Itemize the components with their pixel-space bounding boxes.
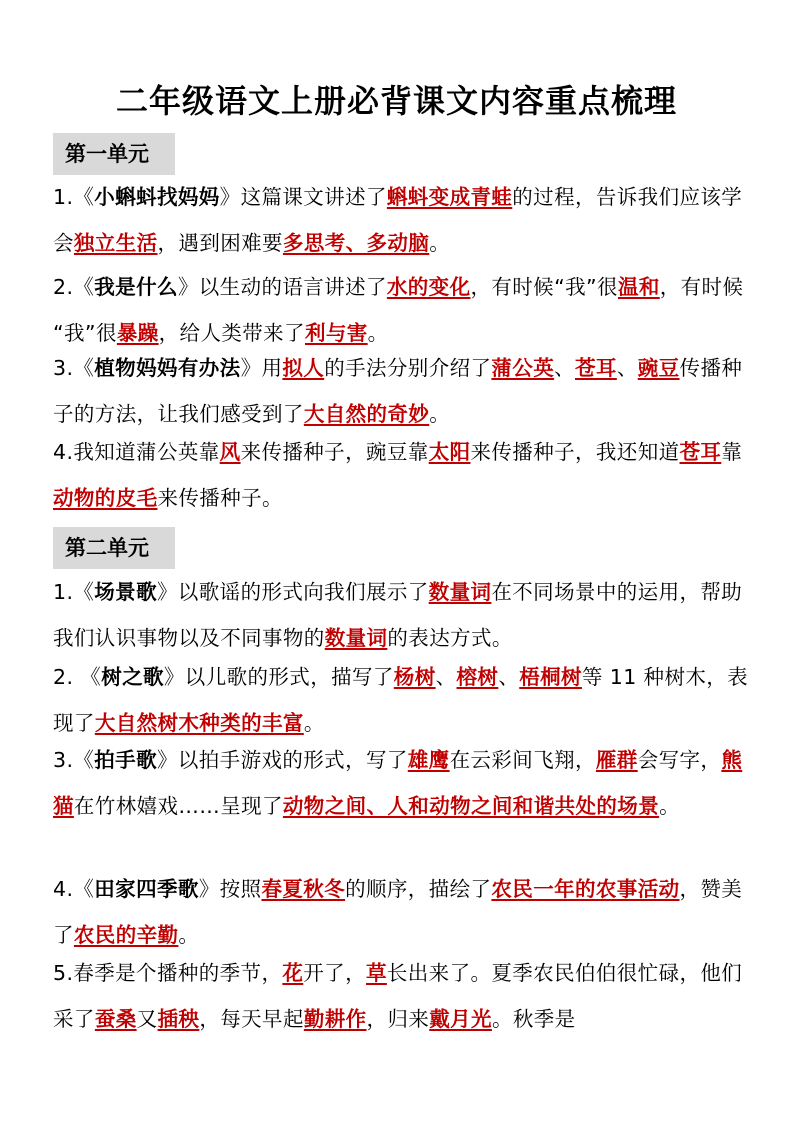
key-term: 戴月光 [429, 1007, 492, 1031]
text-segment: 。 [659, 794, 681, 818]
key-term: 独立生活 [73, 231, 158, 255]
key-term: 勤耕作 [303, 1007, 367, 1031]
text-segment: ，遇到困难要 [157, 231, 283, 255]
unit-2-item-5 [53, 950, 753, 1042]
lesson-title: 拍手歌 [94, 748, 157, 772]
text-segment: 靠 [721, 440, 743, 464]
unit-1-item-3 [53, 345, 753, 437]
text-segment: 来传播种子，豌豆靠 [240, 440, 429, 464]
key-term: 梧桐树 [519, 665, 582, 689]
key-term: 雄鹰 [407, 748, 450, 772]
text-segment: 会写字， [637, 748, 722, 772]
key-term: 苍耳 [575, 356, 617, 380]
key-term: 温和 [617, 275, 660, 299]
key-term: 花 [282, 961, 304, 985]
key-term: 大自然树木种类的丰富 [94, 711, 304, 735]
key-term: 豌豆 [637, 356, 680, 380]
key-term: 蒲公英 [491, 356, 555, 380]
unit-2-item-2 [53, 654, 753, 746]
text-segment: 》以生动的语言讲述了 [177, 275, 387, 299]
lesson-title: 小蝌蚪找妈妈 [94, 185, 220, 209]
lesson-title: 田家四季歌 [94, 877, 199, 901]
key-term: 风 [219, 440, 241, 464]
unit-2-header: 第二单元 [53, 527, 175, 569]
unit-2-item-4 [53, 866, 753, 958]
key-term: 动物的皮毛 [53, 486, 158, 510]
text-segment: 2.《 [53, 275, 95, 299]
key-term: 榕树 [456, 665, 499, 689]
text-segment: 》按照 [198, 877, 262, 901]
text-segment: 。 [429, 402, 451, 426]
text-segment: 》以儿歌的形式，描写了 [163, 665, 394, 689]
key-term: 太阳 [428, 440, 471, 464]
text-segment: 又 [136, 1007, 158, 1031]
key-term: 蝌蚪变成青蛙 [386, 185, 513, 209]
text-segment: ，有时候“我”很 [470, 275, 618, 299]
key-term: 水的变化 [386, 275, 471, 299]
text-segment: 1.《 [53, 580, 95, 604]
key-term: 熊猫 [53, 748, 743, 818]
key-term: 插秧 [157, 1007, 200, 1031]
text-segment: 的过程，告诉我们应该学会 [53, 185, 743, 255]
key-term: 动物之间、人和动物之间和谐共处的场景 [282, 794, 660, 818]
text-segment: ，有时候 “我”很 [53, 275, 744, 345]
text-segment: ，每天早起 [199, 1007, 304, 1031]
text-segment: ，归来 [366, 1007, 430, 1031]
key-term: 草 [365, 961, 387, 985]
lesson-title: 场景歌 [94, 580, 157, 604]
text-segment: 4.我知道蒲公英靠 [53, 440, 220, 464]
text-segment: ，赞美了 [53, 877, 743, 947]
key-term: 春夏秋冬 [261, 877, 346, 901]
unit-2-item-3 [53, 737, 753, 829]
text-segment: 3.《 [53, 356, 95, 380]
text-segment: 2. 《 [53, 665, 102, 689]
text-segment: 长出来了。夏季农民伯伯很忙碌，他们采了 [53, 961, 743, 1031]
text-segment: 开了， [303, 961, 366, 985]
text-segment: 、 [554, 356, 576, 380]
key-term: 数量词 [324, 626, 388, 650]
key-term: 农民一年的农事活动 [491, 877, 680, 901]
text-segment: 等 11 种树木，表现了 [53, 665, 749, 735]
unit-1-header: 第一单元 [53, 133, 175, 175]
unit-1-item-4 [53, 429, 753, 521]
text-segment: 5.春季是个播种的季节， [53, 961, 283, 985]
key-term: 暴躁 [116, 321, 159, 345]
key-term: 雁群 [595, 748, 638, 772]
key-term: 多思考、多动脑 [282, 231, 430, 255]
text-segment: 。 [303, 711, 325, 735]
text-segment: 。 [178, 923, 200, 947]
key-term: 蚕桑 [94, 1007, 137, 1031]
text-segment: 在不同场景中的运用，帮助我们认识事物以及不同事物的 [53, 580, 743, 650]
text-segment: 1.《 [53, 185, 95, 209]
text-segment: 来传播种子，我还知道 [470, 440, 680, 464]
text-segment: 》用 [240, 356, 283, 380]
text-segment: 。 [367, 321, 389, 345]
text-segment: ，给人类带来了 [158, 321, 305, 345]
text-segment: 、 [498, 665, 520, 689]
text-segment: 4.《 [53, 877, 95, 901]
text-segment: 在竹林嬉戏……呈现了 [73, 794, 283, 818]
text-segment: 传播种子的方法，让我们感受到了 [53, 356, 743, 426]
unit-2-item-1 [53, 569, 753, 661]
key-term: 杨树 [393, 665, 436, 689]
key-term: 数量词 [428, 580, 492, 604]
text-segment: 来传播种子。 [157, 486, 283, 510]
text-segment: 的顺序，描绘了 [345, 877, 492, 901]
text-segment: 》以拍手游戏的形式，写了 [156, 748, 408, 772]
key-term: 大自然的奇妙 [303, 402, 430, 426]
text-segment: 。秋季是 [491, 1007, 576, 1031]
lesson-title: 我是什么 [94, 275, 178, 299]
document-title: 二年级语文上册必背课文内容重点梳理 [115, 82, 677, 120]
key-term: 苍耳 [679, 440, 722, 464]
text-segment: 在云彩间飞翔， [449, 748, 596, 772]
text-segment: 。 [429, 231, 451, 255]
key-term: 拟人 [282, 356, 325, 380]
text-segment: 》这篇课文讲述了 [219, 185, 387, 209]
unit-1-item-1 [53, 174, 753, 266]
key-term: 利与害 [304, 321, 368, 345]
text-segment: 3.《 [53, 748, 95, 772]
key-term: 农民的辛勤 [73, 923, 179, 947]
text-segment: 的表达方式。 [387, 626, 513, 650]
unit-1-item-2 [53, 264, 753, 356]
text-segment: 、 [435, 665, 457, 689]
text-segment: 、 [616, 356, 638, 380]
lesson-title: 树之歌 [101, 665, 164, 689]
lesson-title: 植物妈妈有办法 [94, 356, 241, 380]
text-segment: 的手法分别介绍了 [324, 356, 492, 380]
text-segment: 》以歌谣的形式向我们展示了 [156, 580, 429, 604]
